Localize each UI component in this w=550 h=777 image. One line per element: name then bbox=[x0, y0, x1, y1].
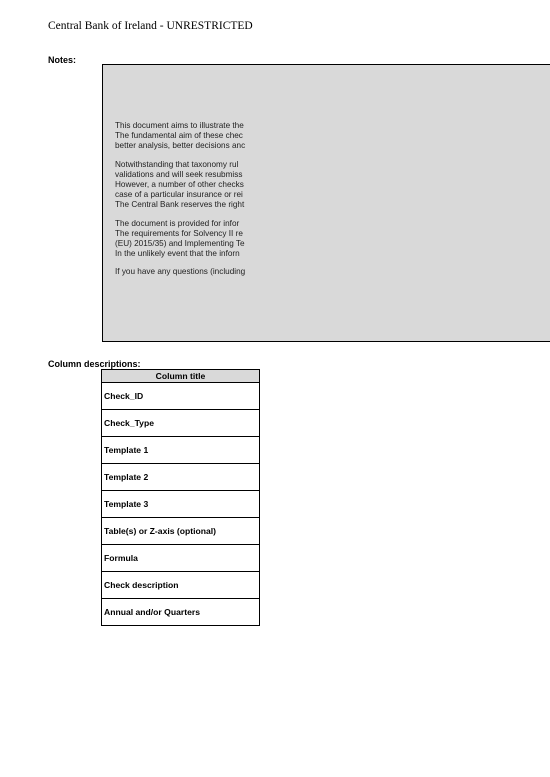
notes-line: validations and will seek resubmiss bbox=[115, 169, 243, 179]
table-row bbox=[102, 437, 260, 464]
notes-line: (EU) 2015/35) and Implementing Te bbox=[115, 239, 245, 249]
notes-line: case of a particular insurance or rei bbox=[115, 190, 243, 200]
table-row bbox=[102, 464, 260, 491]
table-cell: Check description bbox=[102, 572, 260, 599]
page-header: Central Bank of Ireland - UNRESTRICTED bbox=[48, 20, 253, 32]
column-descriptions-table bbox=[101, 369, 260, 626]
notes-paragraph bbox=[115, 160, 258, 211]
notes-line: The Central Bank reserves the right bbox=[115, 200, 245, 210]
notes-box bbox=[102, 64, 258, 342]
notes-line: The document is provided for infor bbox=[115, 218, 240, 228]
table-row bbox=[102, 410, 260, 437]
notes-paragraph bbox=[115, 219, 258, 260]
table-row bbox=[102, 545, 260, 572]
table-cell: Template 2 bbox=[102, 464, 260, 491]
notes-line: The fundamental aim of these chec bbox=[115, 131, 243, 141]
notes-line: In the unlikely event that the inforn bbox=[115, 249, 240, 259]
notes-paragraph bbox=[115, 121, 258, 152]
table-row bbox=[102, 599, 260, 626]
table-cell: Template 3 bbox=[102, 491, 260, 518]
notes-line: If you have any questions (including bbox=[115, 267, 246, 277]
table-cell: Template 1 bbox=[102, 437, 260, 464]
table-cell: Formula bbox=[102, 545, 260, 572]
notes-line: Notwithstanding that taxonomy rul bbox=[115, 159, 239, 169]
table-row bbox=[102, 572, 260, 599]
notes-line: However, a number of other checks bbox=[115, 180, 244, 190]
column-descriptions-label: Column descriptions: bbox=[48, 359, 141, 369]
notes-line: The requirements for Solvency II re bbox=[115, 228, 243, 238]
column-title-header: Column title bbox=[102, 370, 260, 383]
notes-line: This document aims to illustrate the bbox=[115, 121, 244, 130]
notes-label: Notes: bbox=[48, 55, 77, 65]
table-row bbox=[102, 383, 260, 410]
table-cell: Check_ID bbox=[102, 383, 260, 410]
table-header-row bbox=[102, 370, 260, 383]
table-cell: Annual and/or Quarters bbox=[102, 599, 260, 626]
notes-box-overflow bbox=[258, 64, 550, 342]
notes-text bbox=[115, 121, 258, 286]
notes-line: better analysis, better decisions anc bbox=[115, 141, 246, 151]
table-row bbox=[102, 518, 260, 545]
table-cell: Table(s) or Z-axis (optional) bbox=[102, 518, 260, 545]
notes-paragraph bbox=[115, 267, 258, 277]
table-row bbox=[102, 491, 260, 518]
table-cell: Check_Type bbox=[102, 410, 260, 437]
